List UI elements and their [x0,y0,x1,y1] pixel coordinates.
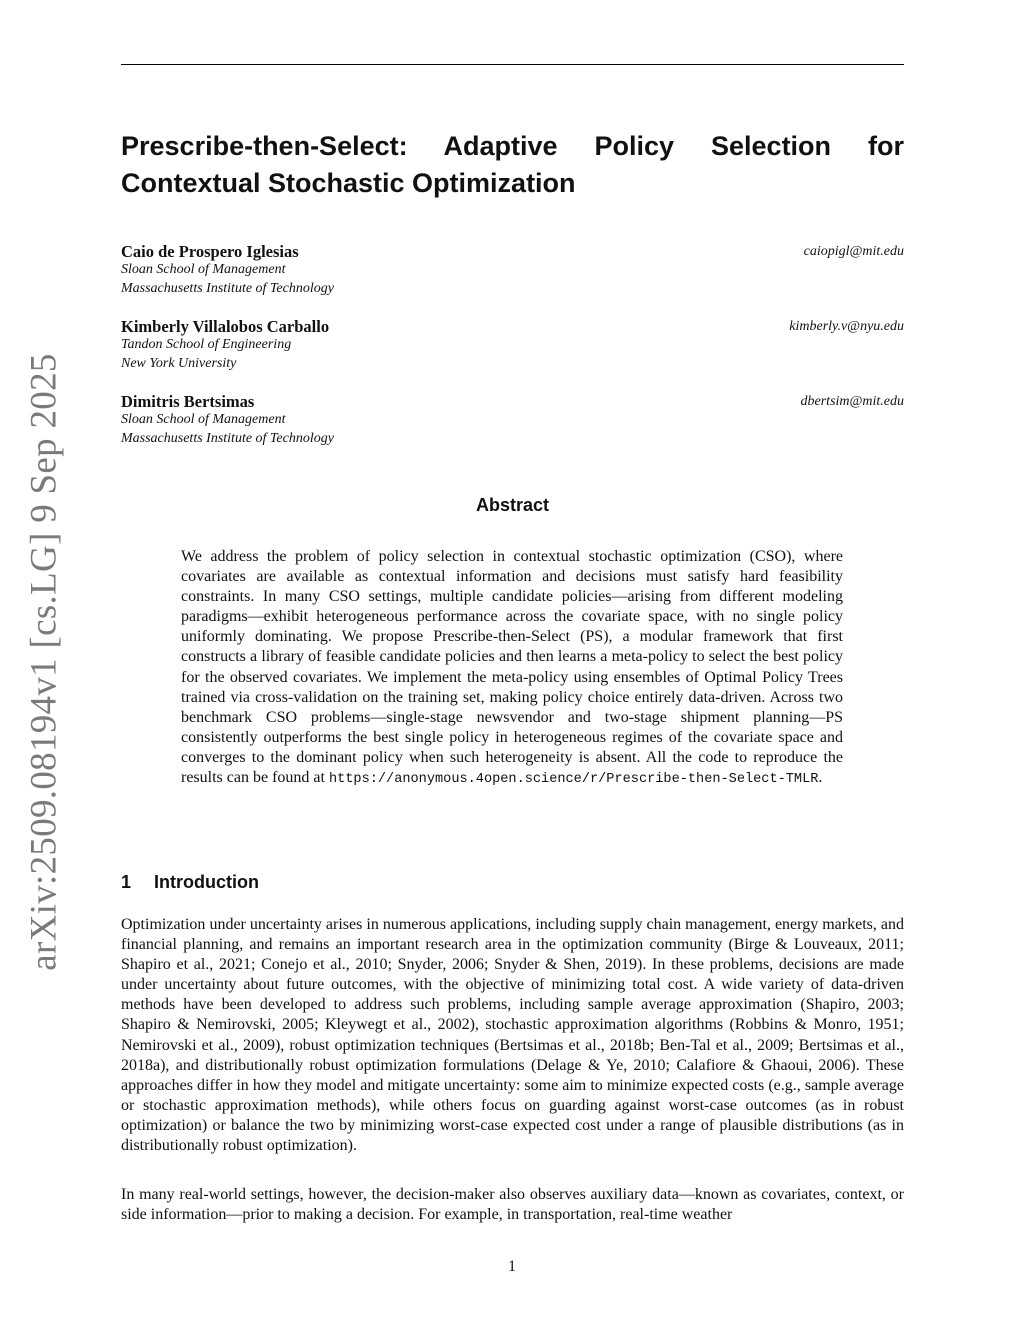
page-number: 1 [508,1258,516,1275]
section-number: 1 [121,872,132,892]
abstract-heading: Abstract [475,495,550,515]
author-name: Kimberly Villalobos Carballo [121,317,330,336]
author-affiliation: New York University [121,355,237,371]
author-name: Dimitris Bertsimas [121,392,255,411]
abstract-body [181,547,843,790]
header-rule [121,64,904,65]
section-title: Introduction [154,872,259,892]
author-email[interactable]: dbertsim@mit.edu [800,394,904,409]
author-name: Caio de Prospero Iglesias [121,242,299,261]
abstract-text: We address the problem of policy selection in contextual stochastic optimization (CSO), where covariates are available as contextual information and decisions must satisfy hard feasibility constraints. In many CSO settings, multiple candidate policies—arising from different modeling paradigms—exhibit heterogeneous performance across the covariate space, with no single policy uniformly dominating. We propose Prescribe-then-Select (PS), a modular framework that first constructs a library of feasible candidate policies and then learns a meta-policy to select the best policy for the observed covariates. We implement the meta-policy using ensembles of Optimal Policy Trees trained via cross-validation on the training set, making policy choice entirely data-driven. Across two benchmark CSO problems—single-stage newsvendor and two-stage shipment planning—PS consistently outperforms the best single policy in heterogeneous regimes of the covariate space and converges to the dominant policy when such heterogeneity is absent. All the code to reproduce the results can be found at [181,548,843,787]
author-block-2 [121,317,904,373]
code-repository-link[interactable]: https://anonymous.4open.science/r/Prescribe-then-Select-TMLR [328,772,819,788]
paper-title: Prescribe-then-Select: Adaptive Policy Selection for Contextual Stochastic Optimization [121,131,904,198]
arxiv-identifier-stamp[interactable]: arXiv:2509.08194v1 [cs.LG] 9 Sep 2025 [23,353,65,971]
section-heading-introduction [121,871,904,893]
author-affiliation: Massachusetts Institute of Technology [121,430,334,446]
author-block-3 [121,392,904,448]
author-affiliation: Tandon School of Engineering [121,337,292,352]
author-email[interactable]: caiopigl@mit.edu [803,244,904,259]
author-affiliation: Sloan School of Management [121,412,286,427]
intro-paragraph: In many real-world settings, however, the decision-maker also observes auxiliary data—known as covariates, context, or side information—prior to making a decision. For example, in transportation, real-time weather [121,1186,904,1224]
author-affiliation: Sloan School of Management [121,262,286,277]
author-block-1 [121,242,904,298]
author-affiliation: Massachusetts Institute of Technology [121,280,334,296]
intro-paragraph: Optimization under uncertainty arises in numerous applications, including supply chain management, energy markets, and financial planning, and remains an important research area in the optimization community (Birge & Louveaux, 2011; Shapiro et al., 2021; Conejo et al., 2010; Snyder, 2006; Snyder & Shen, 2019). In these problems, decisions are made under uncertainty about future outcomes, with the objective of minimizing total cost. A wide variety of data-driven methods have been developed to address such problems, including sample average approximation (Shapiro, 2003; Shapiro & Nemirovski, 2005; Kleywegt et al., 2002), stochastic approximation algorithms (Robbins & Monro, 1951; Nemirovski et al., 2009), robust optimization techniques (Bertsimas et al., 2018b; Ben-Tal et al., 2009; Bertsimas et al., 2018a), and distributionally robust optimization formulations (Delage & Ye, 2010; Calafiore & Ghaoui, 2006). These approaches differ in how they model and mitigate uncertainty: some aim to minimize expected costs (e.g., sample average or stochastic approximation methods), while others focus on guarding against worst-case outcomes (as in robust optimization) or balance the two by minimizing worst-case expected cost under a range of plausible distributions (as in distributionally robust optimization). [121,916,904,1155]
author-email[interactable]: kimberly.v@nyu.edu [789,319,904,334]
abstract-end-punctuation: . [818,769,823,787]
